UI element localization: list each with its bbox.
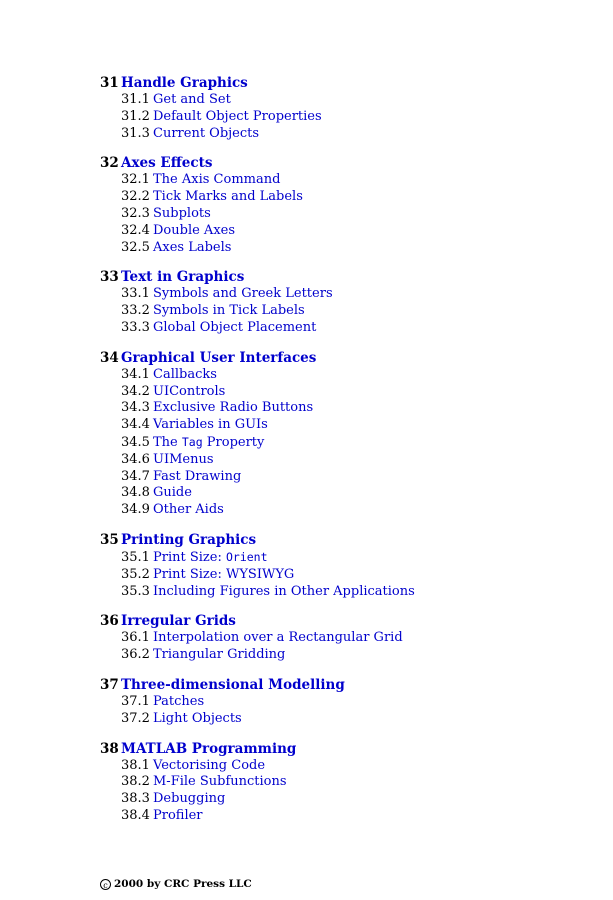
section-title-text: Light Objects [153,710,242,726]
section-title-link[interactable] [153,808,203,823]
section-number: 33.3 [121,319,150,335]
section-number: 31.1 [121,92,150,107]
section-title-text: Get and Set [153,92,231,107]
section-number: 38.3 [121,791,150,807]
section-title-link[interactable] [153,417,268,432]
section-title-link[interactable] [153,694,204,709]
chapter-heading [100,350,600,367]
section-number: 36.1 [121,630,150,646]
section-title-text: Guide [153,485,192,501]
chapter-number: 34 [100,349,119,366]
section-title-link[interactable] [153,206,211,221]
section-title-text: M-File Subfunctions [153,774,287,790]
toc-section [100,694,600,711]
toc-section [100,320,600,337]
section-title-text: Subplots [153,205,211,221]
section-title-link[interactable] [153,109,322,124]
copyright-icon: c [100,879,111,890]
toc-section [100,469,600,486]
section-title-link[interactable] [153,502,224,517]
toc-section [100,711,600,728]
section-title-text: Print Size: [153,549,226,565]
section-title-text: Vectorising Code [153,757,266,773]
section-number: 32.1 [121,172,150,188]
toc-chapter [100,613,600,664]
toc-section [100,549,600,567]
section-title-link[interactable] [153,647,285,662]
toc-chapter [100,741,600,825]
section-title-text: UIMenus [153,451,214,467]
section-title-text: Symbols and Greek Letters [153,286,333,302]
section-title-text: Current Objects [153,125,260,141]
section-number: 34.9 [121,502,150,518]
section-number: 35.3 [121,583,150,599]
chapter-number: 35 [100,531,119,548]
section-title-link[interactable] [153,758,265,773]
chapter-heading [100,269,600,286]
chapter-title-link[interactable]: MATLAB Programming [121,740,297,757]
section-number: 38.4 [121,807,150,823]
toc-section [100,92,600,109]
toc-section [100,384,600,401]
section-title-link[interactable] [153,367,217,382]
toc-chapter [100,677,600,728]
section-title-link[interactable] [153,452,214,467]
toc-section [100,303,600,320]
toc-section [100,286,600,303]
toc-section [100,774,600,791]
section-title-link[interactable] [153,711,242,726]
section-title-link[interactable] [153,584,415,599]
section-title-text: Interpolation over a Rectangular Grid [153,630,403,646]
section-number: 31.2 [121,108,150,124]
section-title-link[interactable] [153,223,235,238]
chapter-title-link[interactable]: Printing Graphics [121,531,257,548]
chapter-title-link[interactable]: Graphical User Interfaces [121,349,317,366]
section-title-text: Global Object Placement [153,319,317,335]
table-of-contents [100,75,600,838]
chapter-number: 32 [100,155,119,172]
chapter-title-link[interactable]: Text in Graphics [121,269,245,286]
section-title-text: Triangular Gridding [153,647,286,663]
toc-section [100,417,600,434]
section-number: 32.3 [121,205,150,221]
section-number: 36.2 [121,647,150,663]
section-number: 38.1 [121,757,150,773]
toc-section [100,126,600,143]
toc-section [100,400,600,417]
section-number: 32.2 [121,189,150,205]
copyright-footer [100,878,252,890]
section-title-link[interactable] [153,172,280,187]
chapter-number: 33 [100,269,119,286]
section-title-link[interactable] [153,384,225,399]
section-title-link[interactable] [153,791,225,806]
section-title-code: Orient [225,549,268,564]
section-title-text: Including Figures in Other Applications [153,583,415,599]
section-title-link[interactable] [153,240,231,255]
toc-section [100,647,600,664]
chapter-heading [100,155,600,172]
section-title-code: Tag [181,434,203,449]
section-title-link[interactable] [153,774,287,789]
section-number: 35.2 [121,566,150,582]
toc-chapter [100,269,600,336]
chapter-heading [100,677,600,694]
section-title-link[interactable] [153,485,192,500]
chapter-title-link[interactable]: Three-dimensional Modelling [121,676,345,693]
section-number: 33.2 [121,303,150,319]
section-number: 34.2 [121,383,150,399]
chapter-heading [100,75,600,92]
section-title-link[interactable] [153,469,241,484]
toc-section [100,452,600,469]
section-title-link[interactable] [153,550,268,565]
toc-section [100,109,600,126]
toc-section [100,240,600,257]
section-title-text: Symbols in Tick Labels [153,303,305,319]
chapter-title-link[interactable]: Irregular Grids [121,613,236,630]
toc-section [100,630,600,647]
section-title-text: Debugging [153,791,226,807]
toc-chapter [100,532,600,600]
section-number: 34.1 [121,366,150,382]
chapter-heading [100,532,600,549]
toc-section [100,206,600,223]
toc-section [100,584,600,601]
section-title-text: Default Object Properties [153,108,322,124]
section-number: 37.1 [121,693,150,709]
section-title-link[interactable] [153,92,231,107]
section-number: 38.2 [121,774,150,790]
section-number: 34.7 [121,468,150,484]
section-title-text: The [153,434,182,450]
section-title-text: Variables in GUIs [153,417,268,433]
section-number: 34.4 [121,417,150,433]
toc-section [100,223,600,240]
section-title-text: Callbacks [153,366,217,382]
section-title-link[interactable] [153,286,333,301]
chapter-title-link[interactable]: Axes Effects [121,155,213,172]
toc-section [100,367,600,384]
toc-section [100,434,600,452]
section-title-text: Print Size: WYSIWYG [153,566,295,582]
section-title-link[interactable] [153,435,264,450]
toc-chapter [100,75,600,142]
section-number: 31.3 [121,125,150,141]
section-number: 34.8 [121,485,150,501]
chapter-heading [100,741,600,758]
chapter-number: 31 [100,75,119,91]
section-title-text: Double Axes [153,222,236,238]
toc-section [100,758,600,775]
section-number: 35.1 [121,549,150,565]
toc-section [100,791,600,808]
toc-chapter [100,155,600,256]
section-number: 32.5 [121,239,150,255]
section-title-text: Patches [153,693,205,709]
chapter-heading [100,613,600,630]
chapter-title-link[interactable]: Handle Graphics [121,75,248,91]
section-title-link[interactable] [153,630,403,645]
section-title-text: Tick Marks and Labels [153,189,303,205]
chapter-number: 38 [100,740,119,757]
chapter-number: 37 [100,676,119,693]
section-title-text: The Axis Command [153,172,281,188]
section-title-text: Other Aids [153,502,224,518]
section-title-text: Exclusive Radio Buttons [153,400,314,416]
toc-section [100,808,600,825]
section-number: 34.3 [121,400,150,416]
section-number: 34.6 [121,451,150,467]
toc-chapter [100,350,600,519]
toc-section [100,567,600,584]
toc-section [100,485,600,502]
section-number: 32.4 [121,222,150,238]
section-title-text: Axes Labels [153,239,232,255]
section-title-text: Profiler [153,807,203,823]
section-title-text: UIControls [153,383,226,399]
copyright-text: 2000 by CRC Press LLC [114,878,252,890]
section-number: 33.1 [121,286,150,302]
section-title-link[interactable] [153,126,259,141]
section-number: 37.2 [121,710,150,726]
toc-section [100,172,600,189]
section-title-link[interactable] [153,189,303,204]
section-title-text: Fast Drawing [153,468,242,484]
section-title-link[interactable] [153,303,305,318]
toc-section [100,189,600,206]
section-title-link[interactable] [153,320,316,335]
chapter-number: 36 [100,613,119,630]
toc-section [100,502,600,519]
section-title-text: Property [202,434,265,450]
section-title-link[interactable] [153,400,313,415]
section-number: 34.5 [121,434,150,450]
section-title-link[interactable] [153,567,294,582]
